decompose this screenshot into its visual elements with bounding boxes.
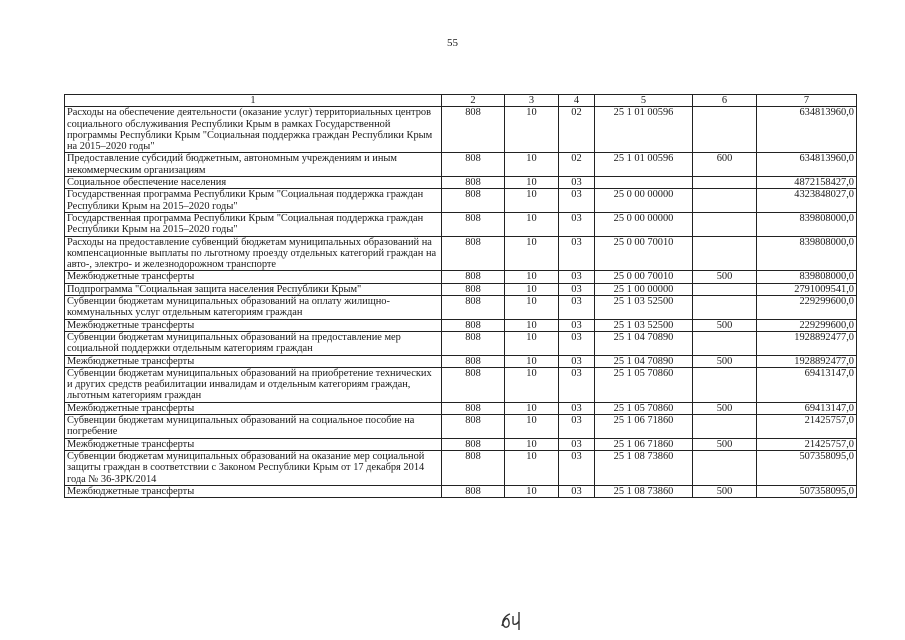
cell-col-4: 03 [559,319,595,331]
cell-col-2: 808 [442,415,505,439]
table-row [65,415,857,439]
cell-amount: 2791009541,0 [757,283,857,295]
cell-col-4: 03 [559,485,595,497]
cell-amount: 69413147,0 [757,402,857,414]
cell-col-3: 10 [505,107,559,153]
cell-col-5: 25 1 03 52500 [595,319,693,331]
header-col-3: 3 [505,95,559,107]
cell-name: Предоставление субсидий бюджетным, автономным учреждениям и иным некоммерческим организациям [65,153,442,177]
cell-col-6 [693,367,757,402]
cell-col-3: 10 [505,485,559,497]
cell-col-5: 25 1 06 71860 [595,415,693,439]
cell-col-3: 10 [505,367,559,402]
cell-col-4: 03 [559,177,595,189]
cell-col-6 [693,450,757,485]
cell-name: Межбюджетные трансферты [65,485,442,497]
cell-name: Межбюджетные трансферты [65,402,442,414]
cell-col-3: 10 [505,212,559,236]
header-col-1: 1 [65,95,442,107]
cell-amount: 507358095,0 [757,450,857,485]
cell-name: Субвенции бюджетам муниципальных образований на предоставление мер социальной поддержки отдельным категориям граждан [65,331,442,355]
table-row [65,189,857,213]
table-row [65,107,857,153]
cell-name: Государственная программа Республики Крым "Социальная поддержка граждан Республики Крым на 2015–2020 годы" [65,189,442,213]
cell-col-5: 25 1 05 70860 [595,402,693,414]
cell-col-5: 25 1 08 73860 [595,450,693,485]
table-row [65,331,857,355]
cell-col-4: 03 [559,212,595,236]
cell-col-3: 10 [505,450,559,485]
cell-col-5: 25 0 00 70010 [595,236,693,271]
cell-col-3: 10 [505,296,559,320]
table-row [65,319,857,331]
table-row [65,355,857,367]
cell-col-5: 25 1 01 00596 [595,107,693,153]
cell-col-2: 808 [442,319,505,331]
cell-col-5: 25 1 03 52500 [595,296,693,320]
cell-col-2: 808 [442,296,505,320]
cell-amount: 21425757,0 [757,438,857,450]
cell-col-2: 808 [442,283,505,295]
cell-col-2: 808 [442,402,505,414]
cell-col-6 [693,331,757,355]
cell-name: Субвенции бюджетам муниципальных образований на приобретение технических и других средств реабилитации инвалидам и отдельным категориям граждан, льготным категориям граждан [65,367,442,402]
cell-col-4: 03 [559,236,595,271]
cell-col-4: 03 [559,415,595,439]
table-row [65,367,857,402]
cell-col-3: 10 [505,355,559,367]
cell-col-2: 808 [442,189,505,213]
cell-col-5 [595,177,693,189]
cell-amount: 229299600,0 [757,296,857,320]
cell-col-2: 808 [442,331,505,355]
cell-col-5: 25 0 00 70010 [595,271,693,283]
table-row [65,153,857,177]
cell-col-2: 808 [442,177,505,189]
cell-col-6: 500 [693,438,757,450]
table-row [65,296,857,320]
cell-col-6 [693,296,757,320]
cell-col-4: 03 [559,331,595,355]
cell-col-4: 03 [559,367,595,402]
cell-name: Социальное обеспечение населения [65,177,442,189]
cell-col-3: 10 [505,177,559,189]
cell-name: Межбюджетные трансферты [65,438,442,450]
cell-amount: 839808000,0 [757,236,857,271]
cell-col-4: 03 [559,450,595,485]
cell-col-6 [693,107,757,153]
cell-amount: 634813960,0 [757,107,857,153]
cell-name: Субвенции бюджетам муниципальных образований на оказание мер социальной защиты граждан в соответствии с Законом Республики Крым от 17 декабря 2014 года № 36-ЗРК/2014 [65,450,442,485]
cell-col-4: 03 [559,296,595,320]
cell-name: Субвенции бюджетам муниципальных образований на социальное пособие на погребение [65,415,442,439]
cell-amount: 69413147,0 [757,367,857,402]
cell-col-3: 10 [505,402,559,414]
cell-name: Межбюджетные трансферты [65,355,442,367]
cell-col-5: 25 1 06 71860 [595,438,693,450]
table-row [65,177,857,189]
cell-col-6 [693,415,757,439]
cell-amount: 21425757,0 [757,415,857,439]
table-row [65,271,857,283]
cell-col-5: 25 1 04 70890 [595,331,693,355]
header-col-2: 2 [442,95,505,107]
cell-col-5: 25 0 00 00000 [595,189,693,213]
cell-col-2: 808 [442,485,505,497]
cell-col-3: 10 [505,438,559,450]
table-row [65,236,857,271]
cell-col-6: 600 [693,153,757,177]
cell-col-4: 02 [559,153,595,177]
cell-col-2: 808 [442,367,505,402]
cell-amount: 507358095,0 [757,485,857,497]
header-col-5: 5 [595,95,693,107]
cell-col-2: 808 [442,271,505,283]
cell-amount: 634813960,0 [757,153,857,177]
cell-col-5: 25 0 00 00000 [595,212,693,236]
table-row [65,450,857,485]
cell-col-6 [693,177,757,189]
cell-col-6 [693,236,757,271]
header-row [65,95,857,107]
cell-col-3: 10 [505,189,559,213]
cell-amount: 839808000,0 [757,271,857,283]
cell-col-2: 808 [442,236,505,271]
table-row [65,212,857,236]
cell-col-6: 500 [693,355,757,367]
cell-col-5: 25 1 08 73860 [595,485,693,497]
cell-col-2: 808 [442,107,505,153]
cell-amount: 1928892477,0 [757,355,857,367]
cell-col-3: 10 [505,319,559,331]
cell-col-6: 500 [693,319,757,331]
cell-col-3: 10 [505,153,559,177]
cell-name: Государственная программа Республики Крым "Социальная поддержка граждан Республики Крым на 2015–2020 годы" [65,212,442,236]
cell-col-3: 10 [505,236,559,271]
cell-col-6 [693,283,757,295]
cell-col-2: 808 [442,212,505,236]
cell-col-2: 808 [442,438,505,450]
cell-amount: 4872158427,0 [757,177,857,189]
cell-col-4: 03 [559,355,595,367]
cell-col-3: 10 [505,415,559,439]
cell-col-6: 500 [693,402,757,414]
cell-col-5: 25 1 04 70890 [595,355,693,367]
cell-col-3: 10 [505,271,559,283]
header-col-7: 7 [757,95,857,107]
table-row [65,402,857,414]
page-number: 55 [447,37,458,49]
cell-name: Расходы на обеспечение деятельности (оказание услуг) территориальных центров социального обслуживания Республики Крым в рамках Государственной программы Республики Крым "Социальная поддержка граждан Республики Крым на 2015–2020 годы" [65,107,442,153]
cell-col-6: 500 [693,485,757,497]
cell-col-4: 02 [559,107,595,153]
cell-col-5: 25 1 05 70860 [595,367,693,402]
header-col-6: 6 [693,95,757,107]
cell-col-3: 10 [505,283,559,295]
cell-col-4: 03 [559,402,595,414]
cell-col-4: 03 [559,283,595,295]
cell-col-6: 500 [693,271,757,283]
cell-col-3: 10 [505,331,559,355]
cell-col-2: 808 [442,355,505,367]
table-row [65,438,857,450]
cell-name: Подпрограмма "Социальная защита населения Республики Крым" [65,283,442,295]
cell-amount: 1928892477,0 [757,331,857,355]
cell-col-6 [693,212,757,236]
cell-name: Межбюджетные трансферты [65,271,442,283]
cell-amount: 229299600,0 [757,319,857,331]
header-col-4: 4 [559,95,595,107]
cell-name: Межбюджетные трансферты [65,319,442,331]
handwritten-initials [498,606,528,632]
cell-name: Субвенции бюджетам муниципальных образований на оплату жилищно-коммунальных услуг отдельным категориям граждан [65,296,442,320]
cell-amount: 4323848027,0 [757,189,857,213]
cell-col-5: 25 1 01 00596 [595,153,693,177]
cell-col-2: 808 [442,153,505,177]
cell-col-4: 03 [559,189,595,213]
cell-col-2: 808 [442,450,505,485]
cell-col-5: 25 1 00 00000 [595,283,693,295]
table-row [65,283,857,295]
budget-table [64,94,857,498]
cell-col-4: 03 [559,438,595,450]
cell-col-6 [693,189,757,213]
cell-name: Расходы на предоставление субвенций бюджетам муниципальных образований на компенсационные выплаты по льготному проезду отдельных категорий граждан на авто-, электро- и железнодорожном транспорте [65,236,442,271]
table-row [65,485,857,497]
cell-amount: 839808000,0 [757,212,857,236]
cell-col-4: 03 [559,271,595,283]
